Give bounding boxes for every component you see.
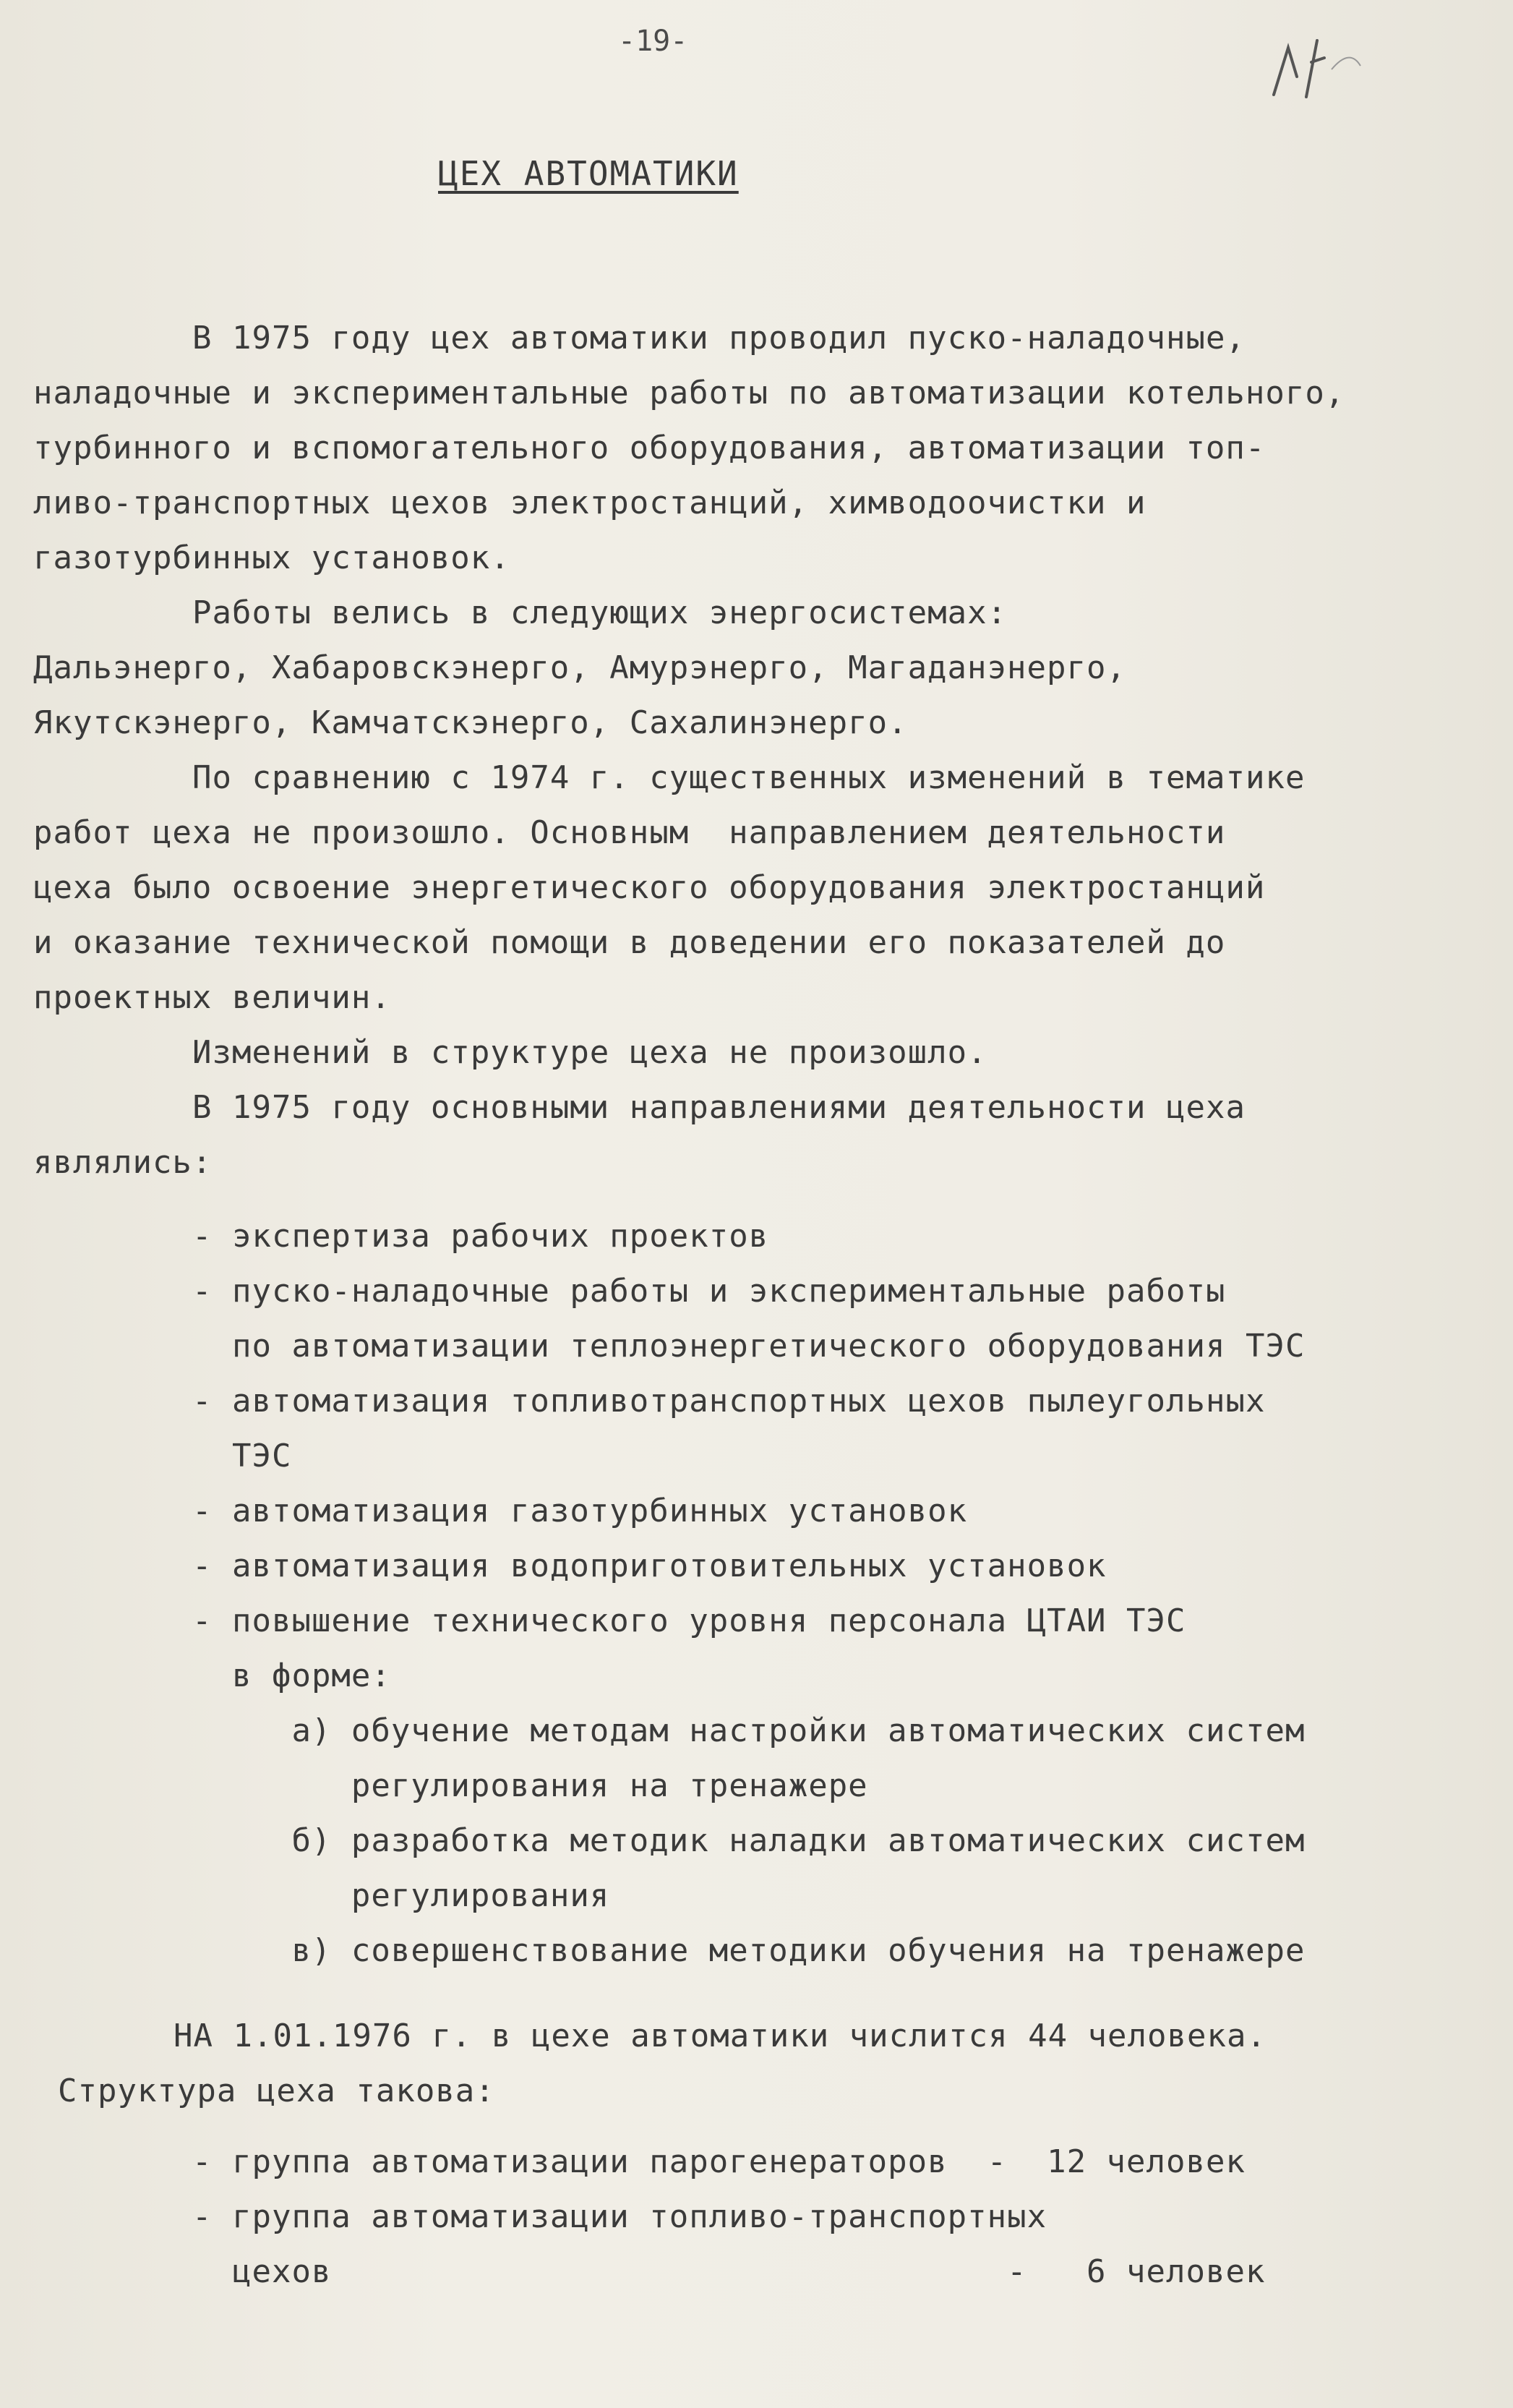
list-item: регулирования — [192, 1877, 610, 1914]
list-item: - автоматизация газотурбинных установок — [192, 1493, 968, 1529]
list-item: а) обучение методам настройки автоматических систем — [192, 1712, 1306, 1749]
list-item: - автоматизация топливотранспортных цехов пылеугольных — [192, 1383, 1266, 1419]
text-line: наладочные и экспериментальные работы по автоматизации котельного, — [33, 375, 1345, 411]
list-item: регулирования на тренажере — [192, 1767, 868, 1804]
list-item: - повышение технического уровня персонала ЦТАИ ТЭС — [192, 1602, 1186, 1639]
text-line: ливо-транспортных цехов электростанций, химводоочистки и — [33, 484, 1146, 521]
text-line: являлись: — [33, 1144, 213, 1181]
text-line: цеха было освоение энергетического оборудования электростанций — [33, 869, 1266, 906]
text-line: газотурбинных установок. — [33, 539, 510, 576]
text-line: проектных величин. — [33, 979, 391, 1016]
archive-handwritten-mark — [1266, 33, 1368, 106]
document-title: ЦЕХ АВТОМАТИКИ — [438, 154, 739, 193]
text-line: Дальэнерго, Хабаровскэнерго, Амурэнерго, Магаданэнерго, — [33, 649, 1126, 686]
list-item: - пуско-наладочные работы и экспериментальные работы — [192, 1273, 1226, 1310]
text-line: Работы велись в следующих энергосистемах: — [192, 594, 1008, 631]
text-line: Изменений в структуре цеха не произошло. — [192, 1034, 987, 1071]
list-item: - экспертиза рабочих проектов — [192, 1218, 769, 1255]
list-item: б) разработка методик наладки автоматических систем — [192, 1822, 1306, 1859]
text-line: Якутскэнерго, Камчатскэнерго, Сахалинэнерго. — [33, 704, 908, 741]
list-item: ТЭС — [192, 1438, 292, 1474]
list-item: - автоматизация водоприготовительных установок — [192, 1547, 1107, 1584]
list-item: по автоматизации теплоэнергетического оборудования ТЭС — [192, 1328, 1306, 1365]
text-line: НА 1.01.1976 г. в цехе автоматики числится 44 человека. — [173, 2018, 1266, 2054]
text-line: В 1975 году цех автоматики проводил пуско-наладочные, — [192, 320, 1246, 356]
text-line: работ цеха не произошло. Основным направлением деятельности — [33, 814, 1226, 851]
page-number: -19- — [618, 25, 688, 58]
list-item: в форме: — [192, 1657, 391, 1694]
list-item: - группа автоматизации парогенераторов - 12 человек — [192, 2143, 1246, 2180]
text-line: турбинного и вспомогательного оборудования, автоматизации топ- — [33, 430, 1266, 466]
text-line: и оказание технической помощи в доведении его показателей до — [33, 924, 1226, 961]
text-line: По сравнению с 1974 г. существенных изменений в тематике — [192, 759, 1306, 796]
list-item: цехов - 6 человек — [192, 2253, 1266, 2290]
list-item: в) совершенствование методики обучения на тренажере — [192, 1932, 1306, 1969]
list-item: - группа автоматизации топливо-транспортных — [192, 2198, 1047, 2235]
text-line: Структура цеха такова: — [58, 2072, 495, 2109]
text-line: В 1975 году основными направлениями деятельности цеха — [192, 1089, 1246, 1126]
